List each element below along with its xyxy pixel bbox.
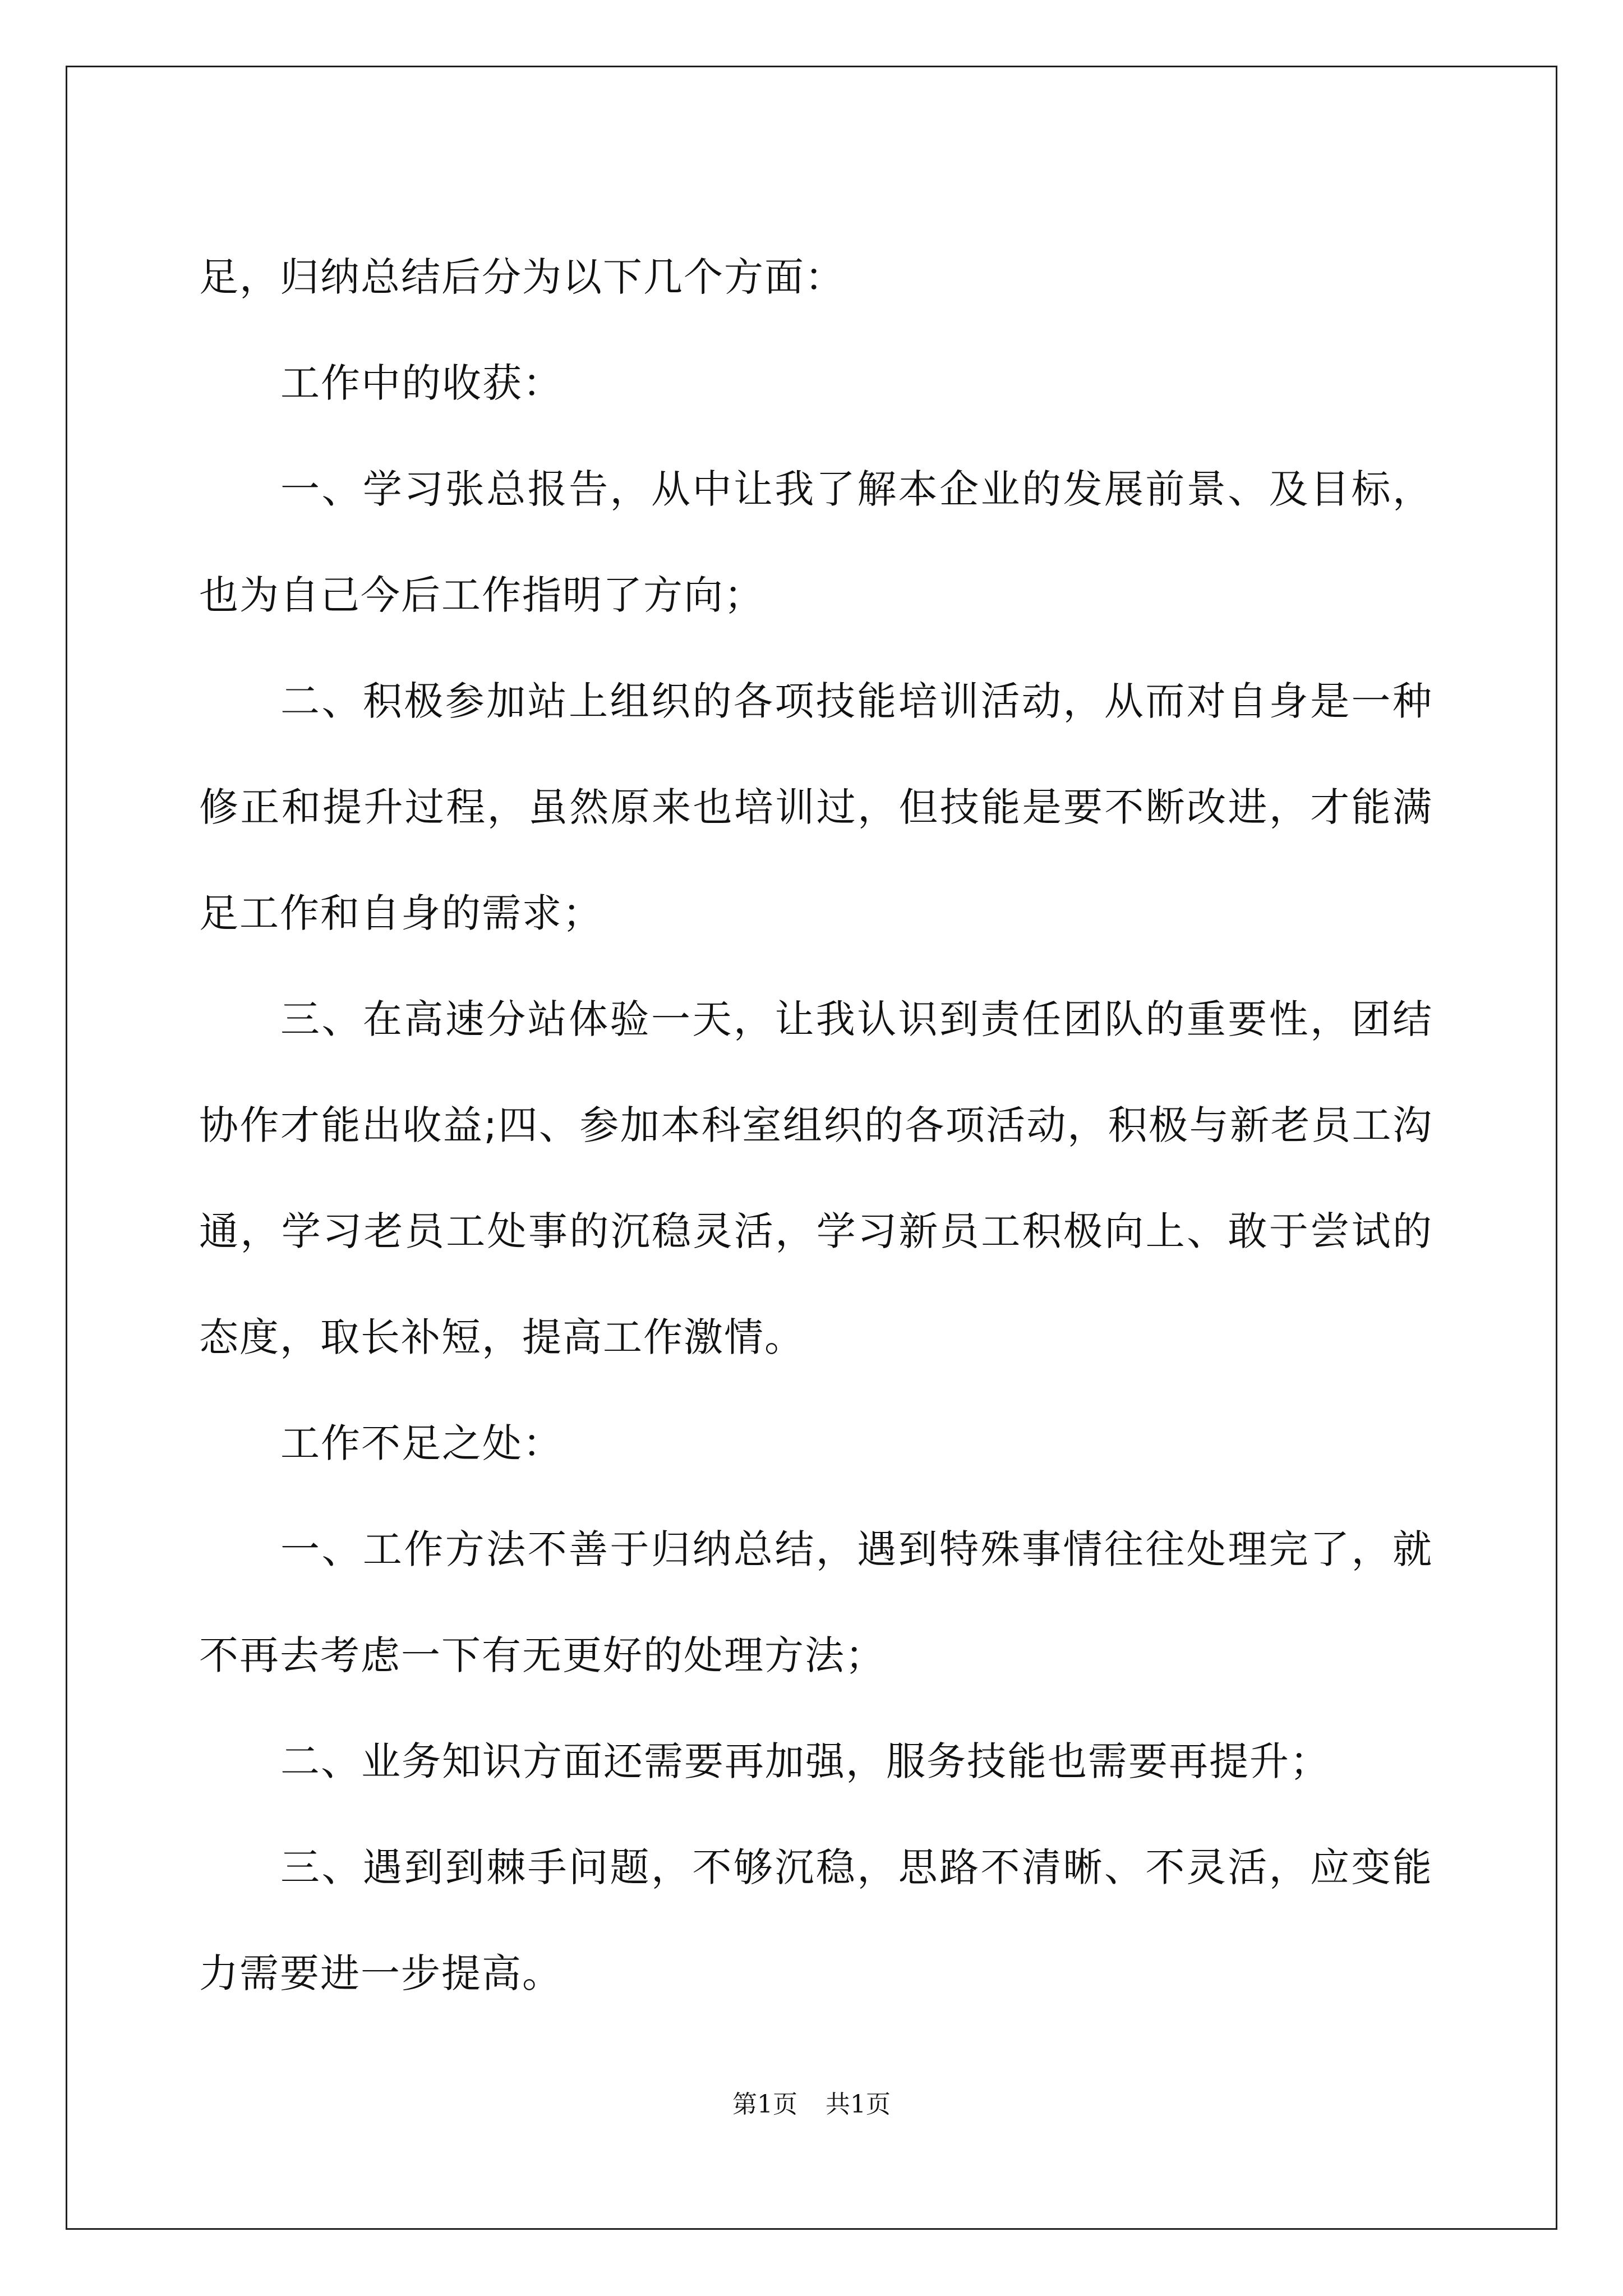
paragraph-achievement-1: 一、学习张总报告，从中让我了解本企业的发展前景、及目标，也为自己今后工作指明了方向；: [199, 466, 1433, 618]
paragraph-achievement-2: 二、积极参加站上组织的各项技能培训活动，从而对自身是一种修正和提升过程，虽然原来也培训过，但技能是要不断改进，才能满足工作和自身的需求；: [199, 678, 1433, 936]
page-number-current: 第1页: [732, 2090, 797, 2119]
page-number-total: 共1页: [826, 2090, 891, 2119]
document-body: [199, 224, 1433, 2027]
paragraph-intro-continuation: 足，归纳总结后分为以下几个方面：: [199, 254, 845, 300]
paragraph-shortcoming-3: 三、遇到到棘手问题，不够沉稳，思路不清晰、不灵活，应变能力需要进一步提高。: [199, 1844, 1433, 1996]
heading-shortcomings: 工作不足之处：: [280, 1420, 563, 1466]
heading-achievements: 工作中的收获：: [280, 360, 563, 406]
paragraph-shortcoming-2: 二、业务知识方面还需要再加强，服务技能也需要再提升；: [280, 1738, 1330, 1784]
paragraph-shortcoming-1: 一、工作方法不善于归纳总结，遇到特殊事情往往处理完了，就不再去考虑一下有无更好的处理方法；: [199, 1526, 1433, 1678]
paragraph-achievement-3: 三、在高速分站体验一天，让我认识到责任团队的重要性，团结协作才能出收益;四、参加本科室组织的各项活动，积极与新老员工沟通，学习老员工处事的沉稳灵活，学习新员工积极向上、敢于尝试的态度，取长补短，提高工作激情。: [199, 996, 1433, 1360]
page-footer: [0, 2084, 1623, 2120]
